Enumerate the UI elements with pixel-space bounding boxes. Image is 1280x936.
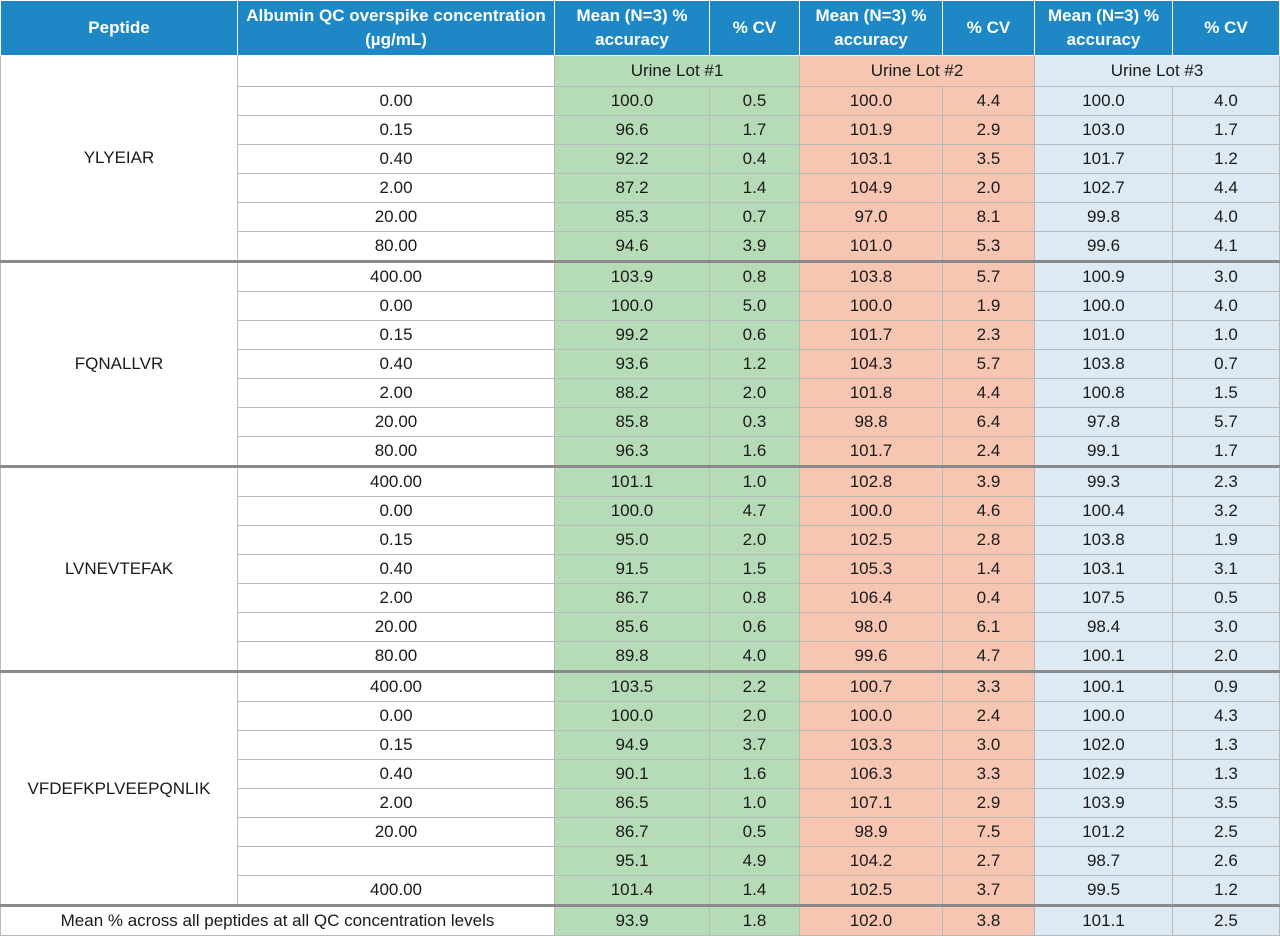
lot1-cv-cell: 0.4 — [710, 145, 800, 174]
lot1-cv-cell: 1.6 — [710, 760, 800, 789]
peptide-name: LVNEVTEFAK — [1, 467, 238, 672]
lot2-cv-cell: 3.7 — [943, 876, 1035, 906]
lot2-cv-cell: 8.1 — [943, 203, 1035, 232]
lot3-accuracy-cell: 100.9 — [1035, 262, 1173, 292]
lot1-cv-cell: 3.7 — [710, 731, 800, 760]
lot-row — [1, 56, 1280, 87]
lot1-accuracy-cell: 99.2 — [555, 321, 710, 350]
lot2-accuracy-cell: 106.4 — [800, 584, 943, 613]
lot2-cv-cell: 2.7 — [943, 847, 1035, 876]
lot3-cv-cell: 2.3 — [1173, 467, 1280, 497]
lot1-accuracy-cell: 100.0 — [555, 87, 710, 116]
lot2-accuracy-cell: 98.9 — [800, 818, 943, 847]
lot1-accuracy-cell: 85.6 — [555, 613, 710, 642]
concentration-cell: 80.00 — [238, 232, 555, 262]
summary-lot1-cv-cell: 1.8 — [710, 906, 800, 936]
lot1-accuracy-cell: 85.3 — [555, 203, 710, 232]
lot1-cv-cell: 1.7 — [710, 116, 800, 145]
concentration-cell: 80.00 — [238, 642, 555, 672]
lot3-accuracy-cell: 97.8 — [1035, 408, 1173, 437]
lot3-accuracy-cell: 103.8 — [1035, 526, 1173, 555]
concentration-cell: 0.15 — [238, 731, 555, 760]
lot2-cv-cell: 6.1 — [943, 613, 1035, 642]
lot-label-1: Urine Lot #1 — [555, 56, 800, 87]
lot3-accuracy-cell: 100.0 — [1035, 87, 1173, 116]
lot3-accuracy-cell: 100.1 — [1035, 672, 1173, 702]
lot2-accuracy-cell: 106.3 — [800, 760, 943, 789]
lot2-cv-cell: 2.0 — [943, 174, 1035, 203]
lot2-cv-cell: 4.6 — [943, 497, 1035, 526]
concentration-cell: 0.00 — [238, 702, 555, 731]
lot2-accuracy-cell: 97.0 — [800, 203, 943, 232]
lot2-accuracy-cell: 102.8 — [800, 467, 943, 497]
lot1-accuracy-cell: 103.9 — [555, 262, 710, 292]
lot1-cv-cell: 0.6 — [710, 321, 800, 350]
lot3-accuracy-cell: 101.0 — [1035, 321, 1173, 350]
summary-lot1-accuracy-cell: 93.9 — [555, 906, 710, 936]
concentration-cell: 2.00 — [238, 174, 555, 203]
lot3-accuracy-cell: 99.3 — [1035, 467, 1173, 497]
lot2-accuracy-cell: 101.7 — [800, 437, 943, 467]
lot2-cv-cell: 2.4 — [943, 437, 1035, 467]
lot2-accuracy-cell: 103.8 — [800, 262, 943, 292]
lot2-accuracy-cell: 102.5 — [800, 876, 943, 906]
lot1-cv-cell: 0.3 — [710, 408, 800, 437]
lot1-accuracy-cell: 103.5 — [555, 672, 710, 702]
lot3-accuracy-cell: 102.0 — [1035, 731, 1173, 760]
lot3-accuracy-cell: 99.5 — [1035, 876, 1173, 906]
lot2-cv-cell: 0.4 — [943, 584, 1035, 613]
concentration-cell: 0.15 — [238, 321, 555, 350]
lot3-accuracy-cell: 102.9 — [1035, 760, 1173, 789]
lot2-accuracy-cell: 103.3 — [800, 731, 943, 760]
lot2-accuracy-cell: 107.1 — [800, 789, 943, 818]
table-row — [1, 672, 1280, 702]
header-lot2-accuracy: Mean (N=3) % accuracy — [800, 1, 943, 56]
lot1-accuracy-cell: 86.5 — [555, 789, 710, 818]
lot3-cv-cell: 2.5 — [1173, 818, 1280, 847]
lot2-cv-cell: 4.4 — [943, 87, 1035, 116]
lot1-cv-cell: 0.8 — [710, 584, 800, 613]
concentration-cell: 20.00 — [238, 613, 555, 642]
lot2-accuracy-cell: 101.8 — [800, 379, 943, 408]
lot-label-2: Urine Lot #2 — [800, 56, 1035, 87]
header-lot1-cv: % CV — [710, 1, 800, 56]
lot3-cv-cell: 1.3 — [1173, 731, 1280, 760]
summary-lot2-cv-cell: 3.8 — [943, 906, 1035, 936]
lot3-cv-cell: 1.7 — [1173, 437, 1280, 467]
lot2-accuracy-cell: 101.9 — [800, 116, 943, 145]
lot3-cv-cell: 3.0 — [1173, 613, 1280, 642]
lot3-cv-cell: 3.0 — [1173, 262, 1280, 292]
lot3-cv-cell: 1.5 — [1173, 379, 1280, 408]
lot1-accuracy-cell: 95.0 — [555, 526, 710, 555]
lot2-cv-cell: 4.4 — [943, 379, 1035, 408]
lot1-cv-cell: 0.8 — [710, 262, 800, 292]
lot3-cv-cell: 3.1 — [1173, 555, 1280, 584]
lot1-cv-cell: 2.0 — [710, 526, 800, 555]
table-row — [1, 467, 1280, 497]
concentration-cell: 20.00 — [238, 203, 555, 232]
lot1-accuracy-cell: 101.1 — [555, 467, 710, 497]
header-lot3-cv: % CV — [1173, 1, 1280, 56]
lot2-accuracy-cell: 104.9 — [800, 174, 943, 203]
lot3-cv-cell: 1.0 — [1173, 321, 1280, 350]
lot1-cv-cell: 4.7 — [710, 497, 800, 526]
lot-spacer — [238, 56, 555, 87]
lot2-cv-cell: 2.3 — [943, 321, 1035, 350]
concentration-cell: 80.00 — [238, 437, 555, 467]
lot2-cv-cell: 3.9 — [943, 467, 1035, 497]
lot3-cv-cell: 1.2 — [1173, 876, 1280, 906]
summary-label: Mean % across all peptides at all QC concentration levels — [1, 906, 555, 936]
lot1-accuracy-cell: 85.8 — [555, 408, 710, 437]
lot1-accuracy-cell: 94.9 — [555, 731, 710, 760]
lot3-accuracy-cell: 107.5 — [1035, 584, 1173, 613]
header-lot2-cv: % CV — [943, 1, 1035, 56]
concentration-cell: 20.00 — [238, 408, 555, 437]
lot2-accuracy-cell: 100.0 — [800, 497, 943, 526]
lot1-cv-cell: 5.0 — [710, 292, 800, 321]
lot3-cv-cell: 1.3 — [1173, 760, 1280, 789]
lot3-accuracy-cell: 101.2 — [1035, 818, 1173, 847]
concentration-cell: 0.15 — [238, 526, 555, 555]
lot1-cv-cell: 2.0 — [710, 379, 800, 408]
lot2-accuracy-cell: 104.2 — [800, 847, 943, 876]
lot3-cv-cell: 0.7 — [1173, 350, 1280, 379]
concentration-cell: 0.00 — [238, 497, 555, 526]
lot1-accuracy-cell: 100.0 — [555, 702, 710, 731]
lot3-cv-cell: 3.5 — [1173, 789, 1280, 818]
concentration-cell: 0.40 — [238, 145, 555, 174]
lot1-cv-cell: 1.6 — [710, 437, 800, 467]
lot1-accuracy-cell: 88.2 — [555, 379, 710, 408]
lot2-cv-cell: 4.7 — [943, 642, 1035, 672]
lot3-cv-cell: 1.9 — [1173, 526, 1280, 555]
lot1-accuracy-cell: 91.5 — [555, 555, 710, 584]
concentration-cell: 0.40 — [238, 760, 555, 789]
lot2-cv-cell: 2.8 — [943, 526, 1035, 555]
lot2-cv-cell: 2.9 — [943, 116, 1035, 145]
lot2-accuracy-cell: 105.3 — [800, 555, 943, 584]
lot2-accuracy-cell: 101.0 — [800, 232, 943, 262]
lot1-accuracy-cell: 101.4 — [555, 876, 710, 906]
concentration-cell: 2.00 — [238, 584, 555, 613]
lot2-accuracy-cell: 100.0 — [800, 702, 943, 731]
lot1-accuracy-cell: 86.7 — [555, 584, 710, 613]
concentration-cell: 400.00 — [238, 876, 555, 906]
lot1-accuracy-cell: 92.2 — [555, 145, 710, 174]
concentration-cell: 400.00 — [238, 262, 555, 292]
lot1-accuracy-cell: 93.6 — [555, 350, 710, 379]
lot2-cv-cell: 7.5 — [943, 818, 1035, 847]
lot2-cv-cell: 2.9 — [943, 789, 1035, 818]
lot1-cv-cell: 4.0 — [710, 642, 800, 672]
lot3-accuracy-cell: 103.1 — [1035, 555, 1173, 584]
lot2-cv-cell: 1.4 — [943, 555, 1035, 584]
lot3-cv-cell: 1.2 — [1173, 145, 1280, 174]
lot1-cv-cell: 1.4 — [710, 174, 800, 203]
lot1-cv-cell: 1.0 — [710, 789, 800, 818]
lot3-accuracy-cell: 101.7 — [1035, 145, 1173, 174]
lot1-cv-cell: 2.0 — [710, 702, 800, 731]
lot1-cv-cell: 1.4 — [710, 876, 800, 906]
lot1-cv-cell: 0.7 — [710, 203, 800, 232]
lot1-cv-cell: 0.6 — [710, 613, 800, 642]
concentration-cell — [238, 847, 555, 876]
lot3-accuracy-cell: 98.4 — [1035, 613, 1173, 642]
concentration-cell: 0.40 — [238, 555, 555, 584]
lot1-cv-cell: 0.5 — [710, 87, 800, 116]
concentration-cell: 20.00 — [238, 818, 555, 847]
lot2-accuracy-cell: 98.8 — [800, 408, 943, 437]
summary-lot3-accuracy-cell: 101.1 — [1035, 906, 1173, 936]
lot1-accuracy-cell: 87.2 — [555, 174, 710, 203]
lot2-cv-cell: 1.9 — [943, 292, 1035, 321]
lot3-accuracy-cell: 100.8 — [1035, 379, 1173, 408]
lot3-accuracy-cell: 98.7 — [1035, 847, 1173, 876]
lot-label-3: Urine Lot #3 — [1035, 56, 1280, 87]
lot3-cv-cell: 0.5 — [1173, 584, 1280, 613]
lot1-cv-cell: 1.5 — [710, 555, 800, 584]
lot3-cv-cell: 2.6 — [1173, 847, 1280, 876]
concentration-cell: 0.00 — [238, 87, 555, 116]
lot2-accuracy-cell: 98.0 — [800, 613, 943, 642]
lot2-cv-cell: 5.7 — [943, 262, 1035, 292]
lot3-cv-cell: 5.7 — [1173, 408, 1280, 437]
lot2-accuracy-cell: 102.5 — [800, 526, 943, 555]
concentration-cell: 2.00 — [238, 789, 555, 818]
concentration-cell: 0.40 — [238, 350, 555, 379]
lot1-cv-cell: 3.9 — [710, 232, 800, 262]
header-concentration: Albumin QC overspike concentration (µg/mL) — [238, 1, 555, 56]
lot1-accuracy-cell: 100.0 — [555, 292, 710, 321]
lot2-cv-cell: 5.7 — [943, 350, 1035, 379]
lot3-cv-cell: 4.1 — [1173, 232, 1280, 262]
peptide-name: YLYEIAR — [1, 56, 238, 262]
lot3-accuracy-cell: 100.4 — [1035, 497, 1173, 526]
concentration-cell: 400.00 — [238, 672, 555, 702]
lot1-accuracy-cell: 94.6 — [555, 232, 710, 262]
lot3-cv-cell: 1.7 — [1173, 116, 1280, 145]
lot1-accuracy-cell: 95.1 — [555, 847, 710, 876]
summary-lot3-cv-cell: 2.5 — [1173, 906, 1280, 936]
lot3-accuracy-cell: 99.8 — [1035, 203, 1173, 232]
lot2-cv-cell: 3.3 — [943, 760, 1035, 789]
lot3-cv-cell: 3.2 — [1173, 497, 1280, 526]
lot3-accuracy-cell: 100.0 — [1035, 292, 1173, 321]
lot1-accuracy-cell: 89.8 — [555, 642, 710, 672]
concentration-cell: 2.00 — [238, 379, 555, 408]
lot3-accuracy-cell: 100.0 — [1035, 702, 1173, 731]
lot2-accuracy-cell: 100.0 — [800, 87, 943, 116]
lot3-cv-cell: 0.9 — [1173, 672, 1280, 702]
lot1-accuracy-cell: 90.1 — [555, 760, 710, 789]
lot3-accuracy-cell: 102.7 — [1035, 174, 1173, 203]
lot2-cv-cell: 3.0 — [943, 731, 1035, 760]
lot1-accuracy-cell: 96.6 — [555, 116, 710, 145]
lot1-cv-cell: 2.2 — [710, 672, 800, 702]
lot3-cv-cell: 4.0 — [1173, 203, 1280, 232]
peptide-name: FQNALLVR — [1, 262, 238, 467]
lot3-accuracy-cell: 103.9 — [1035, 789, 1173, 818]
concentration-cell: 400.00 — [238, 467, 555, 497]
lot3-accuracy-cell: 100.1 — [1035, 642, 1173, 672]
lot1-accuracy-cell: 86.7 — [555, 818, 710, 847]
lot2-accuracy-cell: 104.3 — [800, 350, 943, 379]
lot1-accuracy-cell: 96.3 — [555, 437, 710, 467]
lot2-cv-cell: 3.3 — [943, 672, 1035, 702]
table-row — [1, 262, 1280, 292]
lot3-cv-cell: 4.3 — [1173, 702, 1280, 731]
lot3-accuracy-cell: 99.1 — [1035, 437, 1173, 467]
lot2-accuracy-cell: 103.1 — [800, 145, 943, 174]
header-peptide: Peptide — [1, 1, 238, 56]
lot2-cv-cell: 5.3 — [943, 232, 1035, 262]
lot2-accuracy-cell: 101.7 — [800, 321, 943, 350]
lot3-cv-cell: 4.4 — [1173, 174, 1280, 203]
peptide-name: VFDEFKPLVEEPQNLIK — [1, 672, 238, 906]
header-lot1-accuracy: Mean (N=3) % accuracy — [555, 1, 710, 56]
lot3-accuracy-cell: 103.0 — [1035, 116, 1173, 145]
concentration-cell: 0.15 — [238, 116, 555, 145]
lot2-cv-cell: 2.4 — [943, 702, 1035, 731]
summary-row — [1, 906, 1280, 936]
lot1-cv-cell: 1.0 — [710, 467, 800, 497]
concentration-cell: 0.00 — [238, 292, 555, 321]
lot2-accuracy-cell: 99.6 — [800, 642, 943, 672]
lot1-cv-cell: 4.9 — [710, 847, 800, 876]
lot3-cv-cell: 2.0 — [1173, 642, 1280, 672]
lot3-accuracy-cell: 103.8 — [1035, 350, 1173, 379]
lot2-accuracy-cell: 100.7 — [800, 672, 943, 702]
lot1-cv-cell: 0.5 — [710, 818, 800, 847]
lot2-cv-cell: 3.5 — [943, 145, 1035, 174]
lot3-accuracy-cell: 99.6 — [1035, 232, 1173, 262]
lot3-cv-cell: 4.0 — [1173, 87, 1280, 116]
header-lot3-accuracy: Mean (N=3) % accuracy — [1035, 1, 1173, 56]
lot3-cv-cell: 4.0 — [1173, 292, 1280, 321]
lot1-cv-cell: 1.2 — [710, 350, 800, 379]
summary-lot2-accuracy-cell: 102.0 — [800, 906, 943, 936]
lot2-cv-cell: 6.4 — [943, 408, 1035, 437]
header-row — [1, 1, 1280, 56]
lot1-accuracy-cell: 100.0 — [555, 497, 710, 526]
lot2-accuracy-cell: 100.0 — [800, 292, 943, 321]
